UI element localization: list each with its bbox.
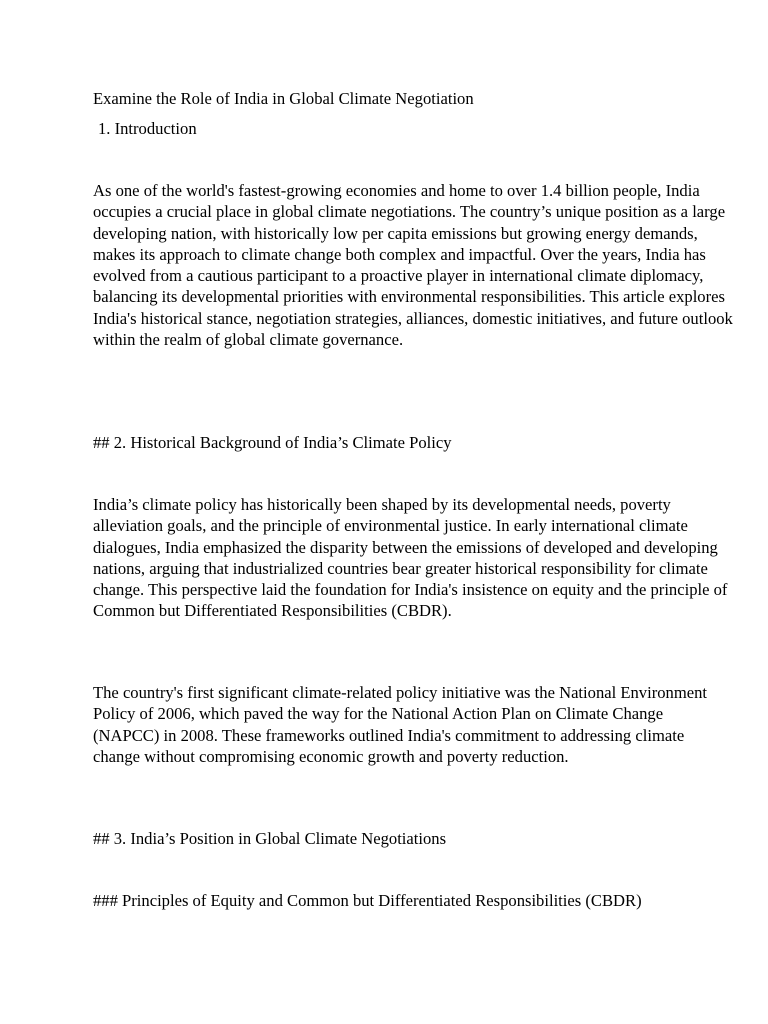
paragraph-historical-background-2: The country's first significant climate-related policy initiative was the National Environment Policy of 2006, which paved the way for the National Action Plan on Climate Change (NAPCC) in 2008. These frameworks outlined India's commitment to addressing climate change without compromising economic growth and poverty reduction. <box>93 683 708 766</box>
paragraph-historical-background-1: India’s climate policy has historically been shaped by its developmental needs, poverty alleviation goals, and the principle of environmental justice. In early international climate dialogues, India emphasized the disparity between the emissions of developed and developing nations, arguing that industrialized countries bear greater historical responsibility for climate change. This perspective laid the foundation for India's insistence on equity and the principle of Common but Differentiated Responsibilities (CBDR). <box>93 495 728 621</box>
section-heading-historical-background: ## 2. Historical Background of India’s Climate Policy <box>93 433 452 452</box>
section-heading-india-position: ## 3. India’s Position in Global Climate Negotiations <box>93 829 447 848</box>
section-heading-introduction: 1. Introduction <box>98 119 197 138</box>
document-title: Examine the Role of India in Global Climate Negotiation <box>93 89 474 108</box>
subsection-heading-equity-cbdr: ### Principles of Equity and Common but Differentiated Responsibilities (CBDR) <box>93 891 642 910</box>
paragraph-introduction: As one of the world's fastest-growing economies and home to over 1.4 billion people, India occupies a crucial place in global climate negotiations. The country’s unique position as a large developing nation, with historically low per capita emissions but growing energy demands, makes its approach to climate change both complex and impactful. Over the years, India has evolved from a cautious participant to a proactive player in international climate diplomacy, balancing its developmental priorities with environmental responsibilities. This article explores India's historical stance, negotiation strategies, alliances, domestic initiatives, and future outlook within the realm of global climate governance. <box>93 181 733 350</box>
